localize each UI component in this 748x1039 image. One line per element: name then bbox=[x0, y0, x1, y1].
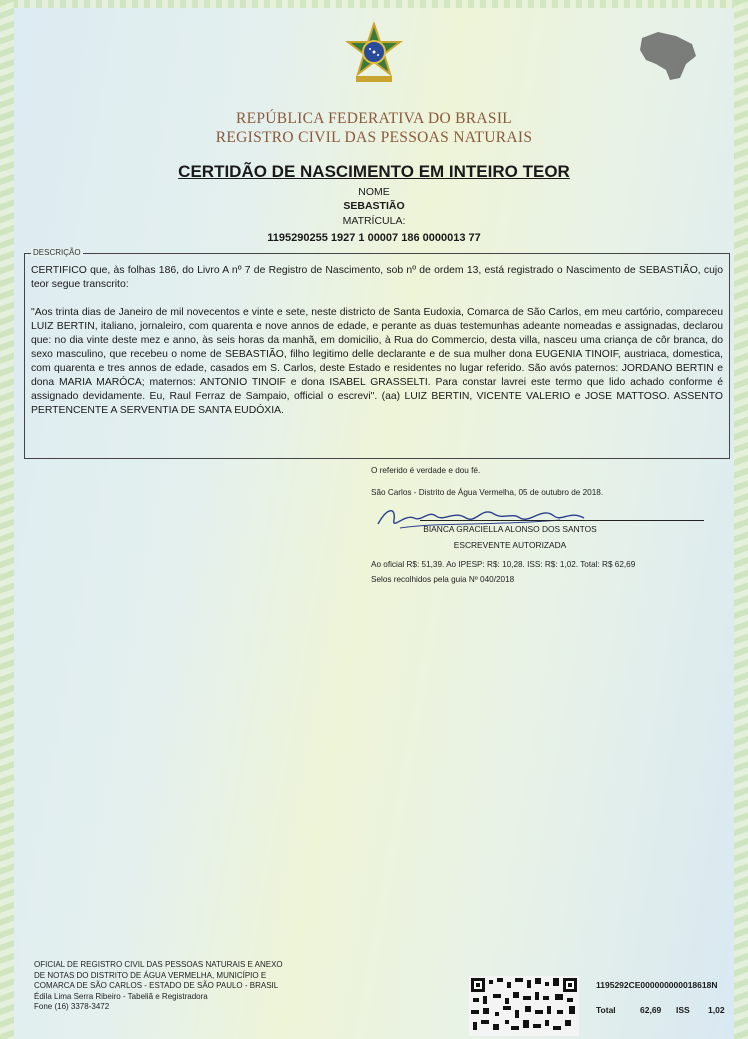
decorative-border-right bbox=[734, 0, 748, 1039]
truth-statement: O referido é verdade e dou fé. bbox=[371, 466, 481, 475]
total-row bbox=[596, 1005, 725, 1015]
description-label: DESCRIÇÃO bbox=[33, 248, 81, 257]
signature-line bbox=[420, 520, 704, 521]
registry-heading: REGISTRO CIVIL DAS PESSOAS NATURAIS bbox=[215, 129, 533, 146]
footer-line: COMARCA DE SÃO CARLOS - ESTADO DE SÃO PAULO - BRASIL bbox=[34, 981, 279, 990]
certification-paragraph: CERTIFICO que, às folhas 186, do Livro A nº 7 de Registro de Nascimento, sob nº de ordem 13, está registrado o Nascimento de SEBASTIÃO, cujo teor segue transcrito: bbox=[31, 265, 723, 290]
description-box bbox=[24, 248, 730, 459]
decorative-border-top bbox=[0, 0, 748, 8]
matricula-value: 1195290255 1927 1 00007 186 0000013 77 bbox=[267, 232, 481, 244]
seal-code: 1195292CE000000000018618N bbox=[596, 980, 718, 990]
name-value: SEBASTIÃO bbox=[343, 200, 405, 212]
signer-name: BIANCA GRACIELLA ALONSO DOS SANTOS bbox=[423, 524, 597, 534]
footer-line: OFICIAL DE REGISTRO CIVIL DAS PESSOAS NATURAIS E ANEXO bbox=[34, 960, 283, 969]
qr-code-icon bbox=[469, 976, 579, 1036]
transcript-paragraph: "Aos trinta dias de Janeiro de mil novecentos e vinte e sete, neste districto de Santa Eudoxia, Comarca de São Carlos, em meu cartório, compareceu LUIZ BERTIN, italiano, jornaleiro, com quarenta e nove annos de edade, e perante as duas testemunhas adeante nomeadas e assignadas, declarou que: no dia vinte deste mez e anno, às seis horas da manhã, em domicilio, à Rua do Commercio, desta villa, nasceu uma criança de côr branca, do sexo masculino, que recebeu o nome de SEBASTIÃO, filho legitimo delle declarante e de sua mulher dona EUGENIA TINOIF, austriaca, domestica, com quarenta e tres annos de edade, casados em S. Carlos, deste Estado e residentes no lugar referido. São avós paternos: JORDANO BERTIN e dona MARIA MARÓCA; maternos: ANTONIO TINOIF e dona ISABEL GRASSELTI. Para constar lavrei este termo que lido achado conforme é assignado devidamente. Eu, Raul Ferraz de Sampaio, official o escrevi". (aa) LUIZ BERTIN, VICENTE VALERIO e JOSE MATTOSO. ASSENTO PERTENCENTE A SERVENTIA DE SANTA EUDÓXIA. bbox=[31, 307, 723, 416]
iss-value: 1,02 bbox=[708, 1005, 725, 1015]
republic-heading: REPÚBLICA FEDERATIVA DO BRASIL bbox=[235, 110, 513, 127]
seals-text: Selos recolhidos pela guia Nº 040/2018 bbox=[371, 575, 515, 584]
decorative-border-left bbox=[0, 0, 14, 1039]
footer-line: Édila Lima Serra Ribeiro - Tabeliã e Registradora bbox=[34, 991, 208, 1001]
total-value: 62,69 bbox=[640, 1005, 662, 1015]
signer-role: ESCREVENTE AUTORIZADA bbox=[453, 540, 567, 550]
coat-of-arms-icon bbox=[342, 22, 406, 86]
registry-office-footer bbox=[34, 960, 283, 1013]
total-label: Total bbox=[596, 1005, 616, 1015]
footer-line: Fone (16) 3378-3472 bbox=[34, 1002, 110, 1011]
name-label: NOME bbox=[358, 186, 390, 198]
document-title: CERTIDÃO DE NASCIMENTO EM INTEIRO TEOR bbox=[178, 162, 570, 181]
matricula-label: MATRÍCULA: bbox=[342, 215, 406, 227]
fees-text: Ao oficial R$: 51,39. Ao IPESP: R$: 10,28. ISS: R$: 1,02. Total: R$ 62,69 bbox=[371, 560, 636, 569]
place-date: São Carlos - Distrito de Água Vermelha, 05 de outubro de 2018. bbox=[371, 488, 604, 497]
brazil-map-icon bbox=[636, 30, 698, 82]
iss-label: ISS bbox=[676, 1005, 690, 1015]
footer-line: DE NOTAS DO DISTRITO DE ÁGUA VERMELHA, MUNICÍPIO E bbox=[34, 970, 267, 980]
